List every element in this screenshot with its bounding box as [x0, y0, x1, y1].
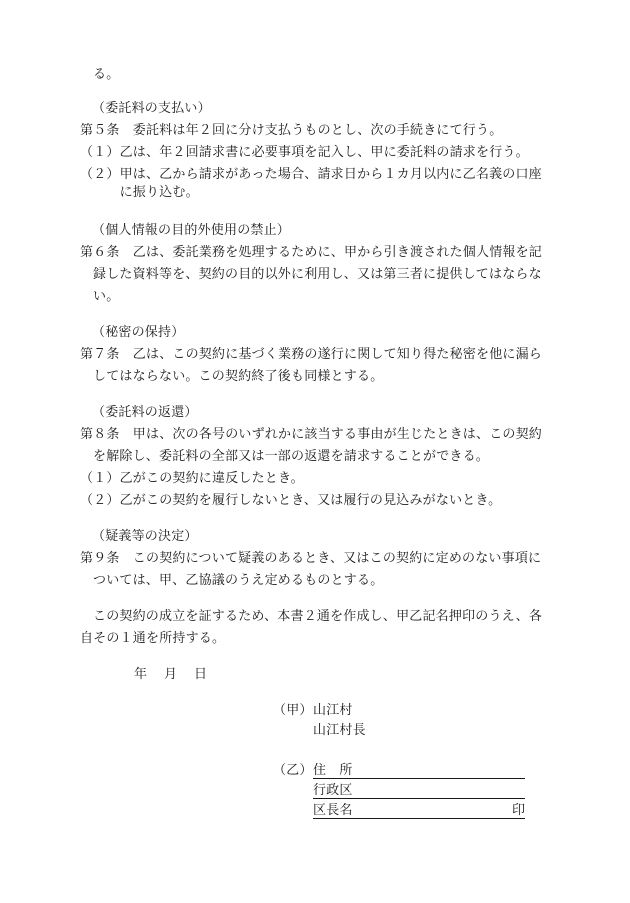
article9-heading: （疑義等の決定）	[92, 529, 198, 544]
article5-text: 第５条 委託料は年２回に分け支払うものとし、次の手続きにて行う。	[80, 123, 503, 138]
article9-line-2: ついては、甲、乙協議のうえ定めるものとする。	[93, 573, 384, 588]
article8-item-1: （１）乙がこの契約に違反したとき。	[80, 471, 304, 486]
article9-line-1: 第９条 この契約について疑義のあるとき、又はこの契約に定めのない事項に	[80, 551, 542, 566]
party-b-address-underline	[313, 778, 525, 779]
article6-heading: （個人情報の目的外使用の禁止）	[92, 223, 291, 238]
party-b-district-underline	[313, 798, 525, 799]
party-b-label: （乙）	[273, 763, 313, 778]
party-a-title: 山江村長	[313, 723, 366, 738]
party-b-address-label: 住 所	[313, 763, 353, 778]
article7-heading: （秘密の保持）	[92, 325, 185, 340]
article5-heading: （委託料の支払い）	[92, 101, 211, 116]
article8-heading: （委託料の返還）	[92, 405, 198, 420]
article6-line-3: い。	[93, 289, 120, 304]
party-b-district-label: 行政区	[313, 783, 353, 798]
party-a-name: 山江村	[313, 703, 353, 718]
article6-line-1: 第６条 乙は、委託業務を処理するために、甲から引き渡された個人情報を記	[80, 245, 543, 260]
article8-item-2: （２）乙がこの契約を履行しないとき、又は履行の見込みがないとき。	[80, 493, 502, 508]
article5-item-1: （１）乙は、年２回請求書に必要事項を記入し、甲に委託料の請求を行う。	[80, 145, 529, 160]
article7-line-2: してはならない。この契約終了後も同様とする。	[93, 369, 384, 384]
party-b-head-label: 区長名	[313, 803, 353, 818]
closing-line-2: 自その１通を所持する。	[80, 631, 226, 646]
article6-line-2: 録した資料等を、契約の目的以外に利用し、又は第三者に提供してはならな	[93, 267, 542, 282]
article7-line-1: 第７条 乙は、この契約に基づく業務の遂行に関して知り得た秘密を他に漏ら	[80, 347, 543, 362]
article8-line-1: 第８条 甲は、次の各号のいずれかに該当する事由が生じたときは、この契約	[80, 427, 543, 442]
continuation-text: る。	[93, 67, 120, 82]
party-b-seal-mark: 印	[512, 803, 526, 818]
closing-line-1: この契約の成立を証するため、本書２通を作成し、甲乙記名押印のうえ、各	[93, 609, 543, 624]
article8-line-2: を解除し、委託料の全部又は一部の返還を請求することができる。	[93, 449, 490, 464]
contract-date: 年 月 日	[134, 667, 210, 682]
party-a-label: （甲）	[273, 703, 313, 718]
article5-item-2: （２）甲は、乙から請求があった場合、請求日から１カ月以内に乙名義の口座	[80, 167, 542, 182]
party-b-head-underline	[313, 818, 525, 819]
article5-item-2-cont: に振り込む。	[80, 185, 199, 200]
